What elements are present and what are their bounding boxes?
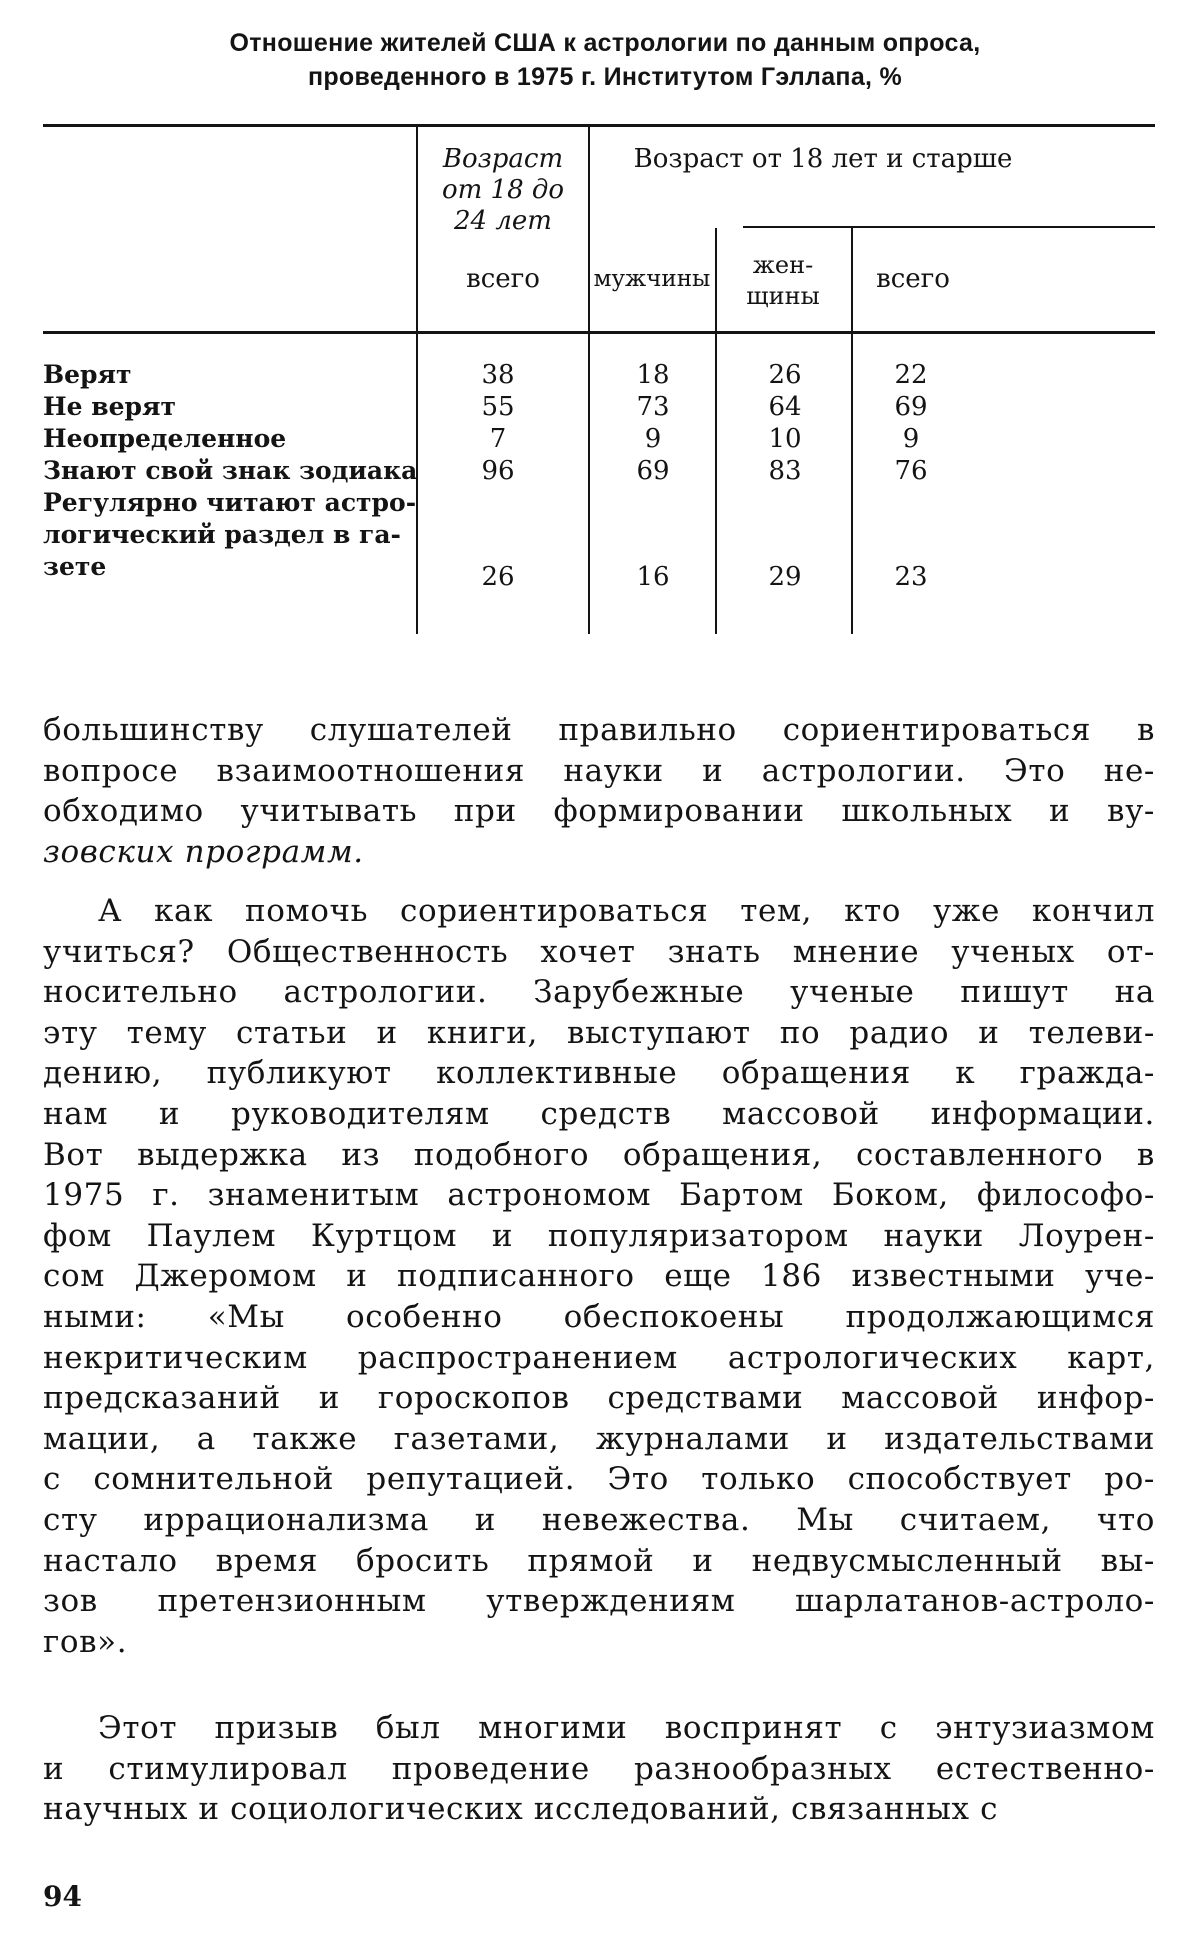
table-cell: 38	[481, 360, 515, 390]
table-top-rule	[43, 124, 1155, 127]
table-group-rule	[743, 226, 1155, 228]
table-cell: 10	[768, 424, 802, 454]
table-cell: 96	[481, 456, 515, 486]
text-line: Вот выдержка из подобного обращения, составленного в	[43, 1136, 1155, 1173]
text-line: учиться? Общественность хочет знать мнение ученых от-	[43, 933, 1155, 970]
row-label: зете	[43, 552, 107, 581]
text-line: Этот призыв был многими воспринят с энтузиазмом	[98, 1710, 1155, 1746]
text-line: зов претензионным утверждениям шарлатанов-астроло-	[43, 1583, 1155, 1620]
paragraph	[43, 710, 1155, 872]
text-line: некритическим распространением астрологических карт,	[43, 1339, 1155, 1376]
row-label: логический раздел в га-	[43, 520, 401, 549]
text-line: большинству слушателей правильно сориентироваться в	[43, 712, 1155, 748]
table-cell: 9	[902, 424, 920, 454]
paragraph	[43, 891, 1155, 1662]
table-divider	[715, 228, 717, 634]
table-cell: 69	[894, 392, 928, 422]
text-line: мации, а также газетами, журналами и издательствами	[43, 1420, 1155, 1457]
text-line: 1975 г. знаменитым астрономом Бартом Боком, философо-	[43, 1177, 1155, 1214]
text-line: научных и социологических исследований, связанных с	[43, 1791, 999, 1828]
header-men: мужчины	[593, 266, 711, 292]
page-number: 94	[43, 1880, 82, 1913]
table-cell: 83	[768, 456, 802, 486]
text-line: фом Паулем Куртцом и популяризатором науки Лоурен-	[43, 1217, 1155, 1254]
text-line: носительно астрологии. Зарубежные ученые пишут на	[43, 974, 1155, 1011]
text-line: сту иррационализма и невежества. Мы считаем, что	[43, 1501, 1155, 1538]
table-cell: 73	[636, 392, 670, 422]
text-line: с сомнительной репутацией. Это только способствует ро-	[43, 1461, 1155, 1498]
table-cell: 18	[636, 360, 670, 390]
text-line: эту тему статьи и книги, выступают по радио и телеви-	[43, 1014, 1155, 1051]
text-line: А как помочь сориентироваться тем, кто уже кончил	[98, 893, 1155, 929]
table-cell: 9	[644, 424, 662, 454]
table-cell: 26	[481, 562, 515, 592]
survey-table	[43, 124, 1155, 642]
table-divider	[588, 127, 590, 634]
table-caption-line: проведенного в 1975 г. Институтом Гэллапа, %	[307, 63, 903, 91]
text-line: и стимулировал проведение разнообразных естественно-	[43, 1750, 1155, 1787]
header-total-young: всего	[466, 264, 540, 294]
row-label: Знают свой знак зодиака	[43, 456, 418, 485]
table-cell: 69	[636, 456, 670, 486]
paragraph	[43, 1708, 1155, 1830]
table-cell: 23	[894, 562, 928, 592]
table-cell: 55	[481, 392, 515, 422]
header-total: всего	[876, 264, 950, 294]
table-cell: 76	[894, 456, 928, 486]
table-header-rule	[43, 331, 1155, 334]
table-caption-line: Отношение жителей США к астрологии по данным опроса,	[229, 29, 981, 57]
table-cell: 64	[768, 392, 802, 422]
table-cell: 22	[894, 360, 928, 390]
text-line: вопросе взаимоотношения науки и астрологии. Это не-	[43, 752, 1155, 789]
header-women: жен-щины	[746, 251, 820, 310]
row-label: Неопределенное	[43, 424, 287, 453]
header-age-18-plus: Возраст от 18 лет и старше	[633, 144, 1013, 174]
text-line: дению, публикуют коллективные обращения к гражда-	[43, 1055, 1155, 1092]
row-label: Не верят	[43, 392, 176, 421]
table-cell: 29	[768, 562, 802, 592]
text-line: обходимо учитывать при формировании школьных и ву-	[43, 793, 1155, 830]
table-caption	[60, 26, 1150, 94]
row-label: Верят	[43, 360, 132, 389]
text-line: сом Джеромом и подписанного еще 186 известными уче-	[43, 1258, 1155, 1295]
table-cell: 7	[489, 424, 507, 454]
text-line: гов».	[43, 1623, 128, 1660]
table-cell: 16	[636, 562, 670, 592]
row-label: Регулярно читают астро-	[43, 488, 417, 517]
table-cell: 26	[768, 360, 802, 390]
text-line: предсказаний и гороскопов средствами массовой инфор-	[43, 1380, 1155, 1417]
table-divider	[416, 127, 418, 331]
header-age-18-24: Возраст от 18 до 24 лет	[441, 144, 565, 236]
text-line: нам и руководителям средств массовой информации.	[43, 1095, 1155, 1132]
text-line: ными: «Мы особенно обеспокоены продолжающимся	[43, 1298, 1155, 1335]
text-line: зовских программ.	[43, 833, 364, 870]
text-line: настало время бросить прямой и недвусмысленный вы-	[43, 1542, 1155, 1579]
